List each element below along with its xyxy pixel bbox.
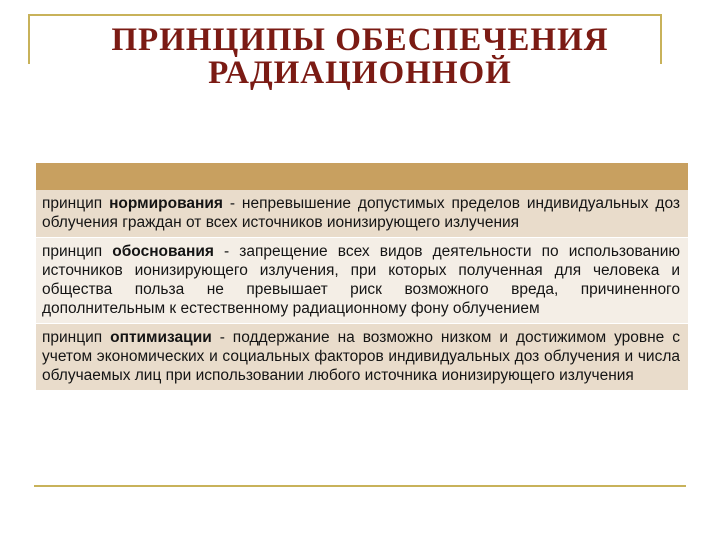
principle-prefix: принцип [42,329,111,346]
principle-prefix: принцип [42,243,113,260]
principle-prefix: принцип [42,195,110,212]
slide-title: ПРИНЦИПЫ ОБЕСПЕЧЕНИЯ РАДИАЦИОННОЙ [111,22,609,91]
principle-row-optimization [36,324,688,391]
frame-left-line [28,14,30,64]
principle-row-justification [36,238,688,324]
principle-term: оптимизации [110,329,212,346]
principle-text: - непревышение допустимых пределов индивидуальных доз облучения граждан от всех источников ионизирующего излучения [42,195,680,231]
frame-top-line [28,14,662,16]
principle-term: нормирования [109,195,223,212]
principle-row-normalization [36,190,688,238]
principle-text: - поддержание на возможно низком и достижимом уровне с учетом экономических и социальных факторов индивидуальных доз облучения и числа облучаемых лиц при использовании любого источника ионизирующего излучения [42,329,680,384]
table-header [36,163,688,190]
principles-table [36,163,688,391]
principle-text: - запрещение всех видов деятельности по использованию источников ионизирующего излучения, при которых полученная для человека и общества польза не превышает риск возможного вреда, причиненного дополнительным к естественному радиационному фону облучением [42,243,680,317]
frame-bottom-line [34,485,686,487]
principle-term: обоснования [112,243,214,260]
